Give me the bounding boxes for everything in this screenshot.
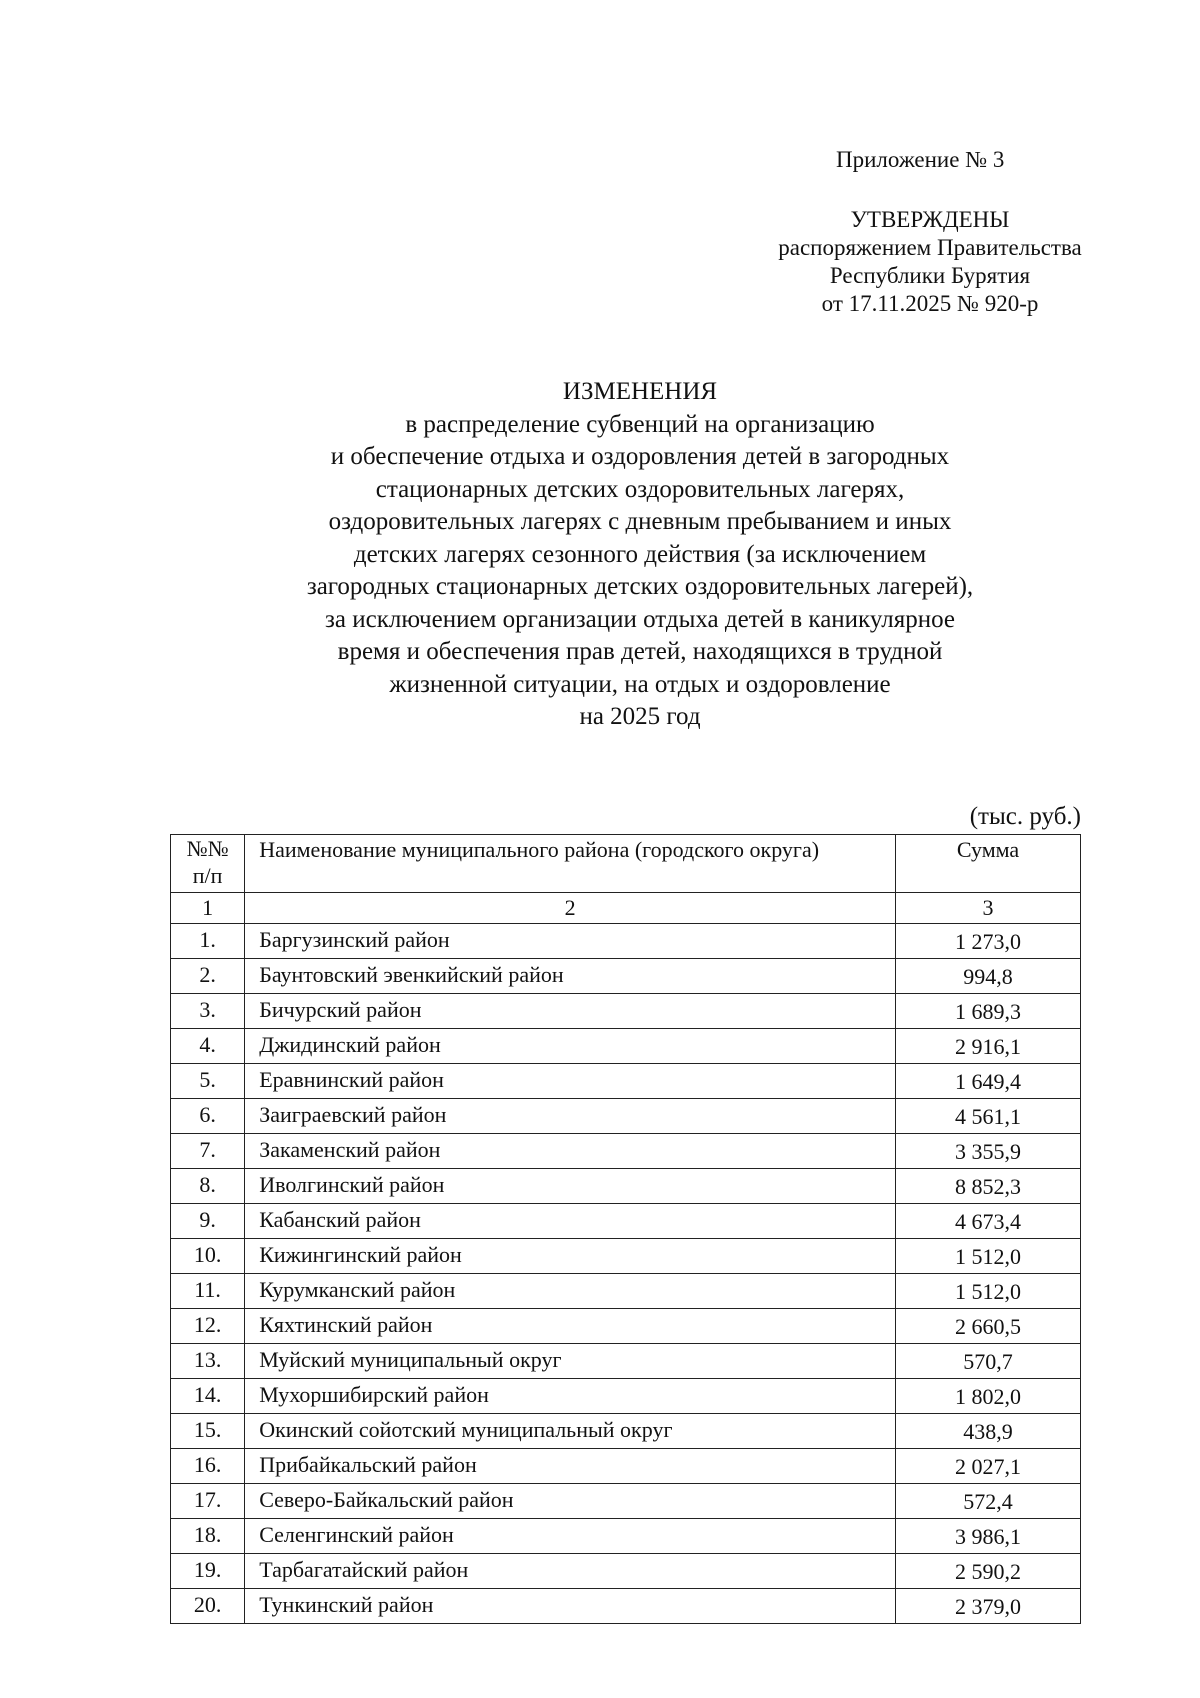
approval-line: Республики Бурятия <box>829 263 1031 288</box>
row-number-cell: 16. <box>171 1449 245 1484</box>
approval-line: от 17.11.2025 № 920-р <box>821 291 1039 316</box>
approval-block <box>735 206 1125 318</box>
row-number-cell: 8. <box>171 1169 245 1204</box>
row-number-cell: 9. <box>171 1204 245 1239</box>
table-row <box>171 924 1081 959</box>
row-sum-cell: 2 660,5 <box>896 1309 1081 1344</box>
row-name-cell: Бичурский район <box>245 994 896 1029</box>
table-row <box>171 1064 1081 1099</box>
title-line: стационарных детских оздоровительных лагерях, <box>375 475 905 503</box>
table-row <box>171 1519 1081 1554</box>
row-number-cell: 20. <box>171 1589 245 1624</box>
row-sum-cell: 1 512,0 <box>896 1239 1081 1274</box>
title-line: на 2025 год <box>579 703 701 730</box>
row-name-cell: Тарбагатайский район <box>245 1554 896 1589</box>
table-row <box>171 1414 1081 1449</box>
row-number-cell: 3. <box>171 994 245 1029</box>
row-name-cell: Закаменский район <box>245 1134 896 1169</box>
row-name-cell: Муйский муниципальный округ <box>245 1344 896 1379</box>
units-label: (тыс. руб.) <box>969 803 1081 830</box>
title-line: время и обеспечения прав детей, находящихся в трудной <box>337 638 943 665</box>
row-sum-cell: 1 649,4 <box>896 1064 1081 1099</box>
table-row <box>171 1379 1081 1414</box>
row-number-cell: 18. <box>171 1519 245 1554</box>
header-cell-name: Наименование муниципального района (городского округа) <box>245 835 896 893</box>
title-line: и обеспечение отдыха и оздоровления детей в загородных <box>330 443 950 470</box>
table-row <box>171 1589 1081 1624</box>
row-number-cell: 10. <box>171 1239 245 1274</box>
row-sum-cell: 3 355,9 <box>896 1134 1081 1169</box>
row-sum-cell: 1 273,0 <box>896 924 1081 959</box>
header-cell-number <box>171 835 245 893</box>
header-number-line: №№ <box>186 836 229 861</box>
row-name-cell: Кабанский район <box>245 1204 896 1239</box>
approval-line: УТВЕРЖДЕНЫ <box>850 207 1010 232</box>
row-sum-cell: 1 512,0 <box>896 1274 1081 1309</box>
appendix-label: Приложение № 3 <box>836 147 1005 172</box>
table-row <box>171 1099 1081 1134</box>
row-sum-cell: 4 561,1 <box>896 1099 1081 1134</box>
distribution-table <box>170 834 1081 1624</box>
row-sum-cell: 572,4 <box>896 1484 1081 1519</box>
row-sum-cell: 2 027,1 <box>896 1449 1081 1484</box>
table-row <box>171 1204 1081 1239</box>
column-number-row <box>171 893 1081 924</box>
row-number-cell: 2. <box>171 959 245 994</box>
row-name-cell: Селенгинский район <box>245 1519 896 1554</box>
row-sum-cell: 3 986,1 <box>896 1519 1081 1554</box>
row-number-cell: 12. <box>171 1309 245 1344</box>
column-number-cell: 1 <box>171 893 245 924</box>
row-sum-cell: 8 852,3 <box>896 1169 1081 1204</box>
row-name-cell: Баргузинский район <box>245 924 896 959</box>
header-number-line: п/п <box>192 863 223 888</box>
row-number-cell: 19. <box>171 1554 245 1589</box>
title-line: детских лагерях сезонного действия (за исключением <box>353 540 927 568</box>
table-row <box>171 1274 1081 1309</box>
row-name-cell: Баунтовский эвенкийский район <box>245 959 896 994</box>
row-number-cell: 4. <box>171 1029 245 1064</box>
table-body <box>171 924 1081 1624</box>
row-sum-cell: 1 802,0 <box>896 1379 1081 1414</box>
table-row <box>171 1134 1081 1169</box>
row-name-cell: Джидинский район <box>245 1029 896 1064</box>
row-name-cell: Кяхтинский район <box>245 1309 896 1344</box>
row-name-cell: Окинский сойотский муниципальный округ <box>245 1414 896 1449</box>
row-number-cell: 6. <box>171 1099 245 1134</box>
table-row <box>171 1309 1081 1344</box>
row-sum-cell: 438,9 <box>896 1414 1081 1449</box>
column-number-cell: 2 <box>245 893 896 924</box>
row-name-cell: Кижингинский район <box>245 1239 896 1274</box>
table-row <box>171 1239 1081 1274</box>
approval-line: распоряжением Правительства <box>778 235 1082 260</box>
table-row <box>171 959 1081 994</box>
title-line: в распределение субвенций на организацию <box>405 410 875 438</box>
row-sum-cell: 570,7 <box>896 1344 1081 1379</box>
table-header-row <box>171 835 1081 893</box>
row-number-cell: 13. <box>171 1344 245 1379</box>
row-name-cell: Тункинский район <box>245 1589 896 1624</box>
title-line: за исключением организации отдыха детей в каникулярное <box>325 605 955 633</box>
table-row <box>171 1484 1081 1519</box>
row-sum-cell: 994,8 <box>896 959 1081 994</box>
row-name-cell: Иволгинский район <box>245 1169 896 1204</box>
row-number-cell: 5. <box>171 1064 245 1099</box>
row-name-cell: Еравнинский район <box>245 1064 896 1099</box>
row-number-cell: 17. <box>171 1484 245 1519</box>
table-row <box>171 1029 1081 1064</box>
row-name-cell: Северо-Байкальский район <box>245 1484 896 1519</box>
title-line: оздоровительных лагерях с дневным пребыванием и иных <box>328 508 952 535</box>
row-number-cell: 14. <box>171 1379 245 1414</box>
row-sum-cell: 4 673,4 <box>896 1204 1081 1239</box>
row-sum-cell: 2 379,0 <box>896 1589 1081 1624</box>
header-cell-sum: Сумма <box>896 835 1081 893</box>
table-row <box>171 1449 1081 1484</box>
row-name-cell: Заиграевский район <box>245 1099 896 1134</box>
row-name-cell: Курумканский район <box>245 1274 896 1309</box>
table-row <box>171 1169 1081 1204</box>
table-row <box>171 994 1081 1029</box>
row-number-cell: 7. <box>171 1134 245 1169</box>
document-title <box>180 376 1100 734</box>
row-number-cell: 11. <box>171 1274 245 1309</box>
row-name-cell: Мухоршибирский район <box>245 1379 896 1414</box>
title-line: жизненной ситуации, на отдых и оздоровление <box>389 670 891 698</box>
row-name-cell: Прибайкальский район <box>245 1449 896 1484</box>
table-row <box>171 1344 1081 1379</box>
title-heading: ИЗМЕНЕНИЯ <box>562 378 718 405</box>
row-sum-cell: 2 916,1 <box>896 1029 1081 1064</box>
row-sum-cell: 2 590,2 <box>896 1554 1081 1589</box>
row-number-cell: 15. <box>171 1414 245 1449</box>
row-number-cell: 1. <box>171 924 245 959</box>
title-line: загородных стационарных детских оздоровительных лагерей), <box>306 573 974 600</box>
row-sum-cell: 1 689,3 <box>896 994 1081 1029</box>
column-number-cell: 3 <box>896 893 1081 924</box>
table-row <box>171 1554 1081 1589</box>
